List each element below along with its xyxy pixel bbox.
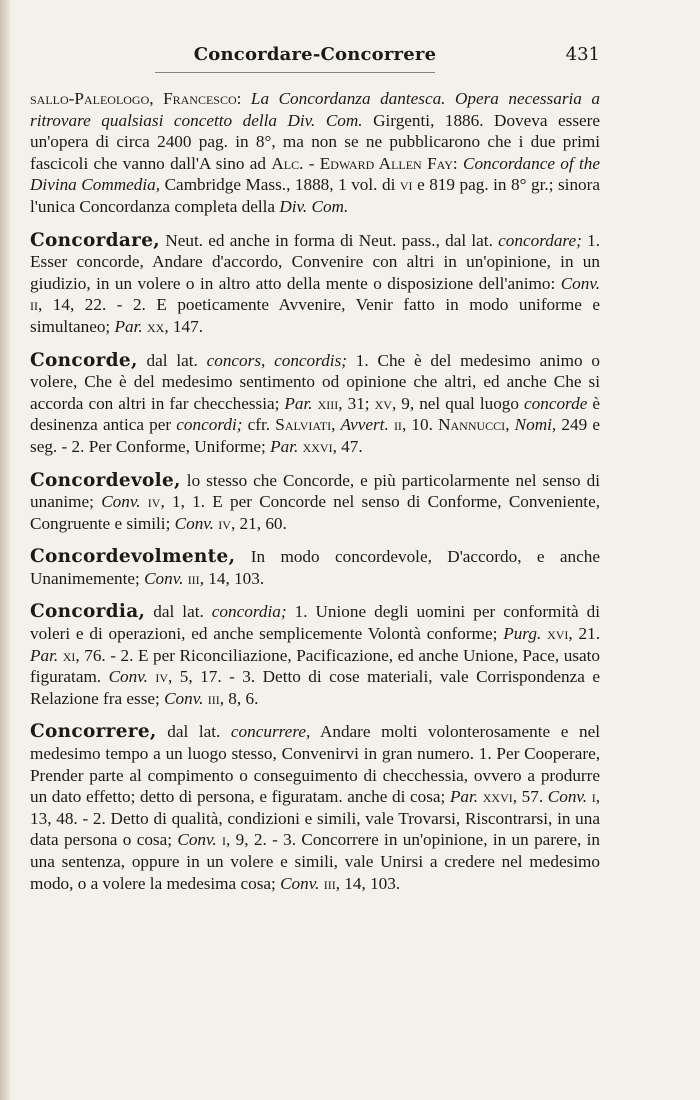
text-span: , 14, 22. - 2. E poeticamente Avvenire, Venir fatto in modo uniforme e simultaneo;	[30, 295, 600, 336]
citation: Nomi,	[514, 415, 557, 435]
roman-numeral: ii	[30, 295, 38, 315]
text-span: , 21, 60.	[230, 513, 287, 533]
roman-numeral: vi	[399, 175, 413, 195]
text-span: dal lat.	[145, 602, 212, 622]
citation: Conv.	[547, 787, 588, 807]
text-span: e 819 pag. in 8° gr.; sinora l'unica Concordanza completa della	[30, 175, 600, 216]
citation: Conv.	[101, 492, 141, 512]
text-span: Girgenti, 1886. Doveva essere un'opera di circa 2400 pag. in 8°, ma non se ne pubblicarono che i due primi fascicoli che vanno dall'A sino ad	[30, 110, 600, 173]
text-span: 1. Esser concorde, Andare d'accordo, Convenire con altri in un'opinione, in un giudizio, in un volere o in altro atto della mente o disposizione dell'animo:	[30, 230, 601, 293]
running-header	[30, 44, 600, 70]
text-span: , 14, 103.	[199, 568, 265, 588]
roman-numeral: iv	[147, 492, 161, 512]
italic-term: concorde	[524, 393, 588, 413]
text-span: Andare molti volonterosamente e nel medesimo tempo a un luogo stesso, Convenirvi in gran numero. 1. Per Cooperare, Prender parte al compimento o conseguimento di checchessia, ovvero a produrre un dato effetto; detto di persona, e figuratam. anche di cosa;	[30, 722, 600, 807]
headword: Concorde,	[30, 349, 138, 371]
citation: Div. Com.	[279, 196, 349, 216]
citation: Par.	[270, 436, 299, 456]
text-span: , 14, 103.	[335, 873, 401, 893]
text-span: cfr.	[242, 415, 276, 435]
headword: Concordevole,	[30, 469, 181, 491]
author-name: Nannucci	[438, 415, 506, 435]
roman-numeral: xv	[374, 393, 392, 413]
citation: Par.	[284, 393, 313, 413]
etymology: concors, concordis;	[206, 350, 347, 370]
roman-numeral: xxvi	[302, 436, 333, 456]
citation: Par.	[449, 787, 479, 807]
citation: Conv.	[144, 568, 184, 588]
text-span: ,	[505, 415, 515, 435]
page-number: 431	[565, 44, 600, 65]
text-span: dal lat.	[156, 722, 231, 742]
text-span: ,	[331, 415, 341, 435]
citation: Conv.	[108, 667, 148, 687]
citation: Conv.	[280, 873, 320, 893]
text-span: , 13, 48. - 2. Detto di qualità, condizioni e simili, vale Trovarsi, Riscontrarsi, in una data persona o cosa;	[30, 787, 600, 850]
headword: Concordevolmente,	[30, 546, 236, 568]
dictionary-text	[30, 88, 600, 906]
text-span: lo stesso che Concorde, e più particolarmente nel senso di unanime;	[30, 470, 600, 512]
roman-numeral: iii	[187, 568, 200, 588]
roman-numeral: xi	[62, 645, 76, 665]
roman-numeral: xx	[146, 316, 165, 336]
citation: Conv.	[174, 513, 214, 533]
text-span: Neut. ed anche in forma di Neut. pass., dal lat.	[160, 230, 499, 250]
roman-numeral: iv	[155, 667, 169, 687]
citation: Par.	[114, 316, 143, 336]
roman-numeral: i	[222, 830, 227, 850]
citation: Avvert.	[340, 415, 389, 435]
citation: Conv.	[177, 830, 217, 850]
entry-concorde	[30, 350, 600, 458]
roman-numeral: xiii	[317, 393, 339, 413]
entry-concordevole	[30, 470, 600, 535]
citation: Conv.	[164, 688, 204, 708]
roman-numeral: i	[591, 787, 596, 807]
headword: Concordia,	[30, 601, 146, 623]
roman-numeral: iii	[323, 873, 336, 893]
author-name: Alc. - Edward Allen Fay	[271, 153, 453, 173]
entry-concorrere	[30, 721, 600, 894]
page-binding-edge	[0, 0, 10, 1100]
author-name: sallo-Paleologo, Francesco	[30, 89, 237, 108]
author-name: Salviati	[275, 415, 332, 435]
text-span: , 10.	[401, 415, 439, 435]
etymology: concordia;	[211, 602, 287, 622]
running-title: Concordare-Concorrere	[193, 44, 437, 65]
text-span: , 21.	[568, 624, 601, 644]
text-span: , 9, nel qual luogo	[391, 393, 525, 413]
text-span: Cambridge Mass., 1888, 1 vol. di	[160, 175, 400, 195]
headword: Concorrere,	[30, 721, 157, 743]
citation: Par.	[30, 645, 59, 665]
text-span: , 9, 2. - 3. Concorrere in un'opinione, in un parere, in una sentenza, oppure in un volere e simili, vale Unirsi a credere nel medesimo modo, o a volere la medesima cosa;	[30, 830, 600, 893]
text-span: , 1, 1. E per Concorde nel senso di Conforme, Conveniente, Congruente e simili;	[30, 492, 600, 533]
roman-numeral: iv	[218, 513, 231, 533]
entry-concordia	[30, 601, 600, 709]
intro-paragraph	[30, 88, 600, 218]
etymology: concordare;	[498, 230, 582, 250]
text-span: 249 e seg. - 2. Per Conforme, Uniforme;	[30, 415, 600, 456]
text-span: , 5, 17. - 3. Detto di cose materiali, vale Corrispondenza e Relazione fra esse;	[30, 667, 600, 708]
text-span	[141, 492, 148, 511]
text-span: dal lat.	[137, 350, 207, 370]
text-span: , 47.	[332, 436, 363, 456]
text-span: 1. Unione degli uomini per conformità di voleri e di operazioni, ed anche semplicemente Volontà conforme;	[30, 602, 600, 644]
text-span: , 57.	[512, 787, 548, 807]
roman-numeral: xvi	[547, 624, 569, 644]
citation: Conv.	[560, 273, 600, 293]
text-span: , 76. - 2. E per Riconciliazione, Pacificazione, ed anche Unione, Pace, usato figuratam.	[30, 645, 600, 687]
text-span: 1. Che è del medesimo animo o volere, Che è del medesimo sentimento od opinione che altri, ed anche Che si accorda con altri in far checchessia;	[30, 350, 600, 413]
citation: Purg.	[503, 624, 542, 644]
book-title: La Concordanza dantesca. Opera necessaria a ritrovare qualsiasi concetto della Div. Com.	[30, 89, 600, 130]
header-rule	[155, 72, 435, 73]
book-title: Concordance of the Divina Commedia,	[30, 153, 600, 195]
text-span: , 8, 6.	[219, 688, 259, 708]
text-span: è desinenza antica per	[30, 393, 600, 435]
etymology: concurrere,	[230, 722, 311, 742]
roman-numeral: iii	[207, 688, 220, 708]
text-span: , 31;	[338, 393, 375, 413]
roman-numeral: ii	[393, 415, 402, 435]
text-span: :	[236, 89, 251, 108]
text-span: :	[452, 153, 463, 173]
entry-concordevolmente	[30, 546, 600, 589]
entry-concordare	[30, 230, 600, 338]
italic-term: concordi;	[176, 415, 243, 435]
headword: Concordare,	[30, 229, 161, 251]
text-span: In modo concordevole, D'accordo, e anche Unanimemente;	[30, 547, 600, 588]
roman-numeral: xxvi	[482, 787, 513, 807]
text-span: , 147.	[164, 316, 203, 336]
